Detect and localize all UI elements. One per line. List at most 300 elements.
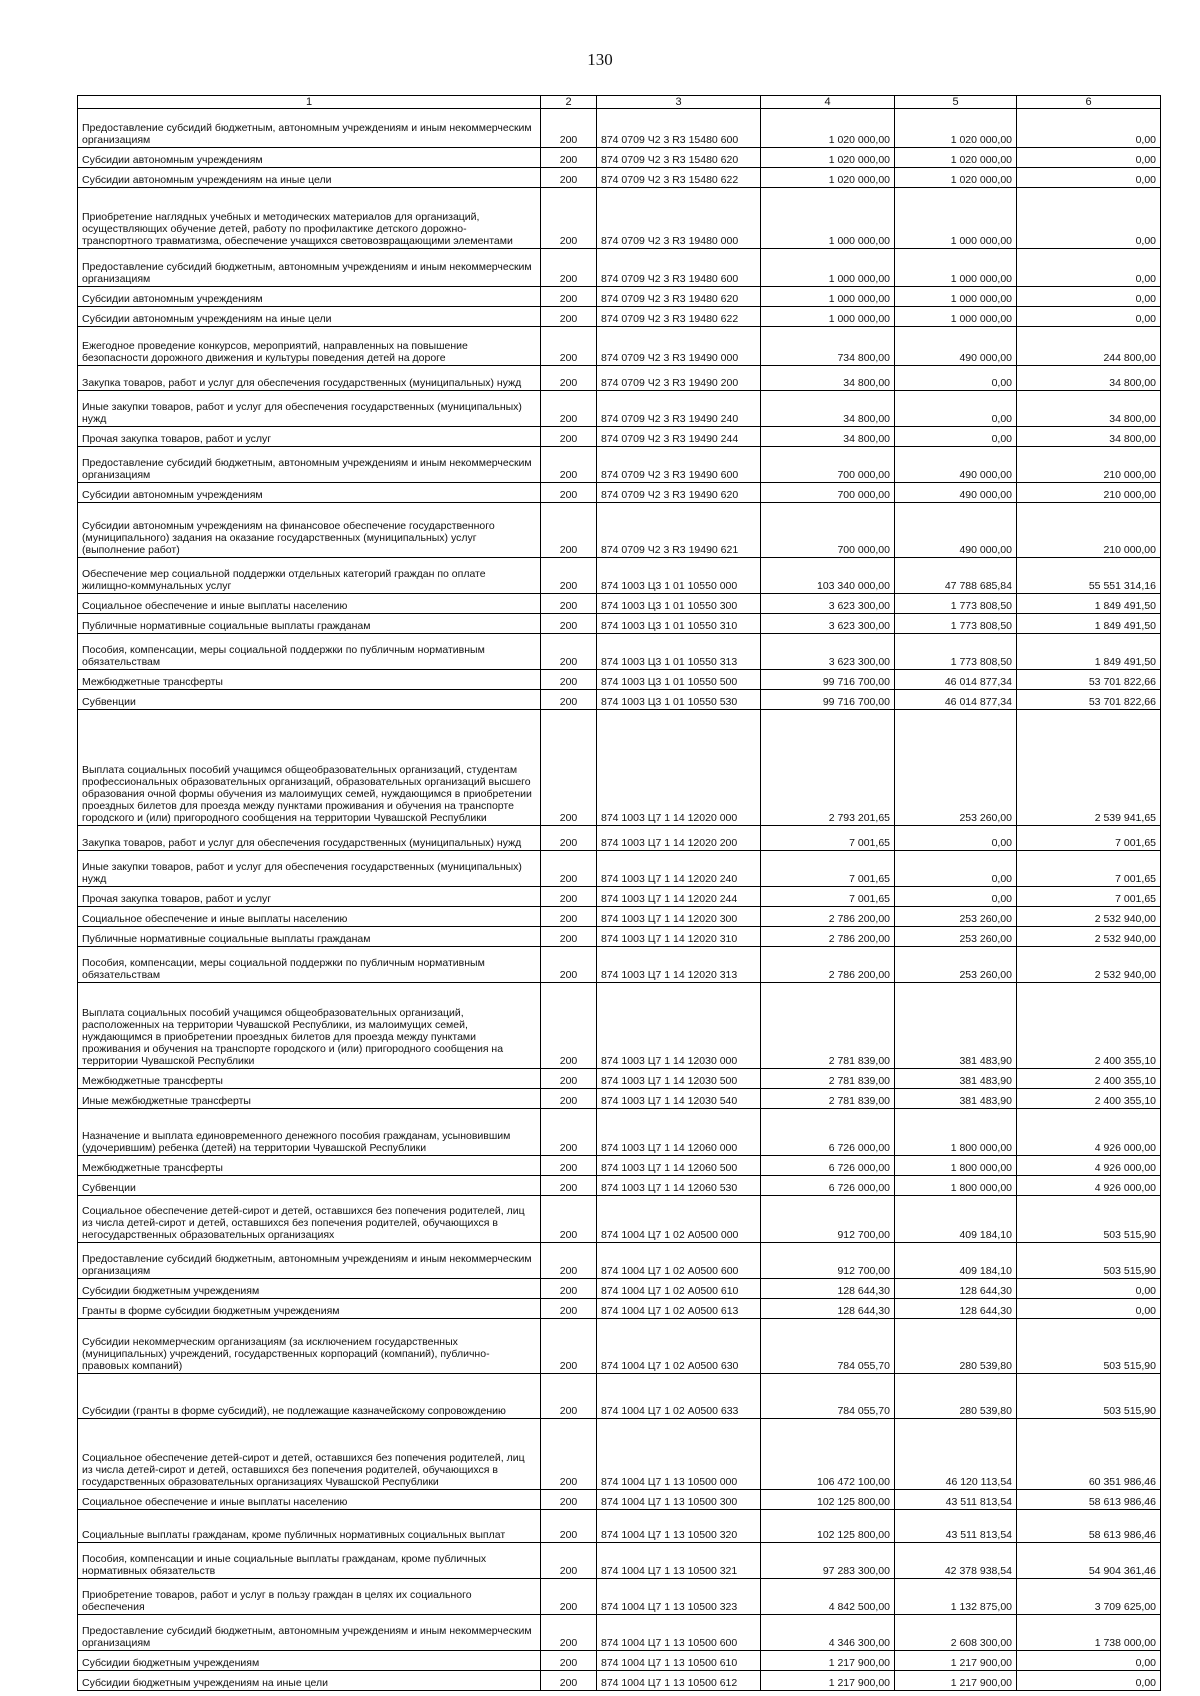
row-plan-amount: 34 800,00 — [761, 391, 895, 427]
row-executed-amount: 0,00 — [895, 826, 1017, 851]
row-classifier: 874 1004 Ц7 1 13 10500 320 — [597, 1510, 761, 1543]
row-remainder-amount: 4 926 000,00 — [1017, 1176, 1161, 1196]
row-executed-amount: 1 800 000,00 — [895, 1176, 1017, 1196]
row-code: 200 — [541, 634, 597, 670]
row-plan-amount: 2 781 839,00 — [761, 1089, 895, 1109]
row-executed-amount: 1 000 000,00 — [895, 249, 1017, 287]
row-executed-amount: 381 483,90 — [895, 1069, 1017, 1089]
row-executed-amount: 253 260,00 — [895, 927, 1017, 947]
row-name: Предоставление субсидий бюджетным, автономным учреждениям и иным некоммерческим организациям — [78, 1615, 541, 1651]
row-plan-amount: 6 726 000,00 — [761, 1176, 895, 1196]
row-code: 200 — [541, 594, 597, 614]
budget-execution-table — [77, 95, 1161, 1691]
table-row — [78, 1374, 1161, 1419]
row-code: 200 — [541, 188, 597, 249]
row-classifier: 874 1003 Ц7 1 14 12020 000 — [597, 710, 761, 826]
row-code: 200 — [541, 1109, 597, 1156]
table-row — [78, 1279, 1161, 1299]
row-plan-amount: 106 472 100,00 — [761, 1419, 895, 1490]
row-executed-amount: 42 378 938,54 — [895, 1543, 1017, 1579]
row-classifier: 874 0709 Ч2 3 R3 19490 620 — [597, 483, 761, 503]
row-classifier: 874 1004 Ц7 1 13 10500 300 — [597, 1490, 761, 1510]
table-row — [78, 188, 1161, 249]
row-name: Иные закупки товаров, работ и услуг для обеспечения государственных (муниципальных) нужд — [78, 391, 541, 427]
row-code: 200 — [541, 1671, 597, 1691]
row-code: 200 — [541, 1156, 597, 1176]
row-executed-amount: 280 539,80 — [895, 1374, 1017, 1419]
row-classifier: 874 1003 Ц7 1 14 12060 500 — [597, 1156, 761, 1176]
table-row — [78, 1196, 1161, 1243]
row-classifier: 874 1003 Ц7 1 14 12030 540 — [597, 1089, 761, 1109]
row-code: 200 — [541, 927, 597, 947]
row-executed-amount: 2 608 300,00 — [895, 1615, 1017, 1651]
row-executed-amount: 1 020 000,00 — [895, 148, 1017, 168]
row-remainder-amount: 0,00 — [1017, 307, 1161, 327]
table-row — [78, 1299, 1161, 1319]
row-executed-amount: 490 000,00 — [895, 503, 1017, 558]
row-executed-amount: 490 000,00 — [895, 327, 1017, 366]
row-executed-amount: 1 800 000,00 — [895, 1156, 1017, 1176]
row-remainder-amount: 1 849 491,50 — [1017, 614, 1161, 634]
row-name: Выплата социальных пособий учащимся общеобразовательных организаций, расположенных на территории Чувашской Республики, из малоимущих семей, нуждающимся в приобретении проездных билетов для проезда между пунктами проживания и обучения на транспорте городского и (или) пригородного сообщения на территории Чувашской Республики — [78, 983, 541, 1069]
row-remainder-amount: 2 532 940,00 — [1017, 947, 1161, 983]
row-name: Субсидии бюджетным учреждениям — [78, 1651, 541, 1671]
row-remainder-amount: 2 539 941,65 — [1017, 710, 1161, 826]
table-row — [78, 109, 1161, 148]
row-remainder-amount: 210 000,00 — [1017, 483, 1161, 503]
row-name: Субсидии автономным учреждениям — [78, 148, 541, 168]
row-name: Социальное обеспечение и иные выплаты населению — [78, 594, 541, 614]
table-row — [78, 1069, 1161, 1089]
row-name: Приобретение товаров, работ и услуг в пользу граждан в целях их социального обеспечения — [78, 1579, 541, 1615]
row-plan-amount: 128 644,30 — [761, 1279, 895, 1299]
row-plan-amount: 3 623 300,00 — [761, 594, 895, 614]
row-classifier: 874 0709 Ч2 3 R3 19480 600 — [597, 249, 761, 287]
table-row — [78, 1651, 1161, 1671]
row-code: 200 — [541, 1089, 597, 1109]
row-remainder-amount: 0,00 — [1017, 1671, 1161, 1691]
row-code: 200 — [541, 558, 597, 594]
row-name: Субсидии некоммерческим организациям (за исключением государственных (муниципальных) учреждений, государственных корпораций (компаний), публично-правовых компаний) — [78, 1319, 541, 1374]
row-classifier: 874 0709 Ч2 3 R3 19480 622 — [597, 307, 761, 327]
row-name: Прочая закупка товаров, работ и услуг — [78, 427, 541, 447]
row-executed-amount: 1 000 000,00 — [895, 287, 1017, 307]
row-name: Субвенции — [78, 1176, 541, 1196]
row-plan-amount: 1 217 900,00 — [761, 1651, 895, 1671]
table-row — [78, 391, 1161, 427]
row-code: 200 — [541, 1374, 597, 1419]
row-plan-amount: 1 020 000,00 — [761, 148, 895, 168]
table-row — [78, 1543, 1161, 1579]
row-executed-amount: 280 539,80 — [895, 1319, 1017, 1374]
row-executed-amount: 1 773 808,50 — [895, 634, 1017, 670]
table-row — [78, 1319, 1161, 1374]
row-classifier: 874 0709 Ч2 3 R3 19490 000 — [597, 327, 761, 366]
row-plan-amount: 99 716 700,00 — [761, 690, 895, 710]
row-code: 200 — [541, 1651, 597, 1671]
table-row — [78, 483, 1161, 503]
row-executed-amount: 43 511 813,54 — [895, 1510, 1017, 1543]
table-row — [78, 287, 1161, 307]
row-name: Межбюджетные трансферты — [78, 1156, 541, 1176]
row-remainder-amount: 60 351 986,46 — [1017, 1419, 1161, 1490]
table-row — [78, 366, 1161, 391]
row-classifier: 874 1003 Ц7 1 14 12030 000 — [597, 983, 761, 1069]
row-executed-amount: 1 020 000,00 — [895, 168, 1017, 188]
table-row — [78, 690, 1161, 710]
row-remainder-amount: 2 532 940,00 — [1017, 927, 1161, 947]
row-executed-amount: 1 000 000,00 — [895, 188, 1017, 249]
row-name: Обеспечение мер социальной поддержки отдельных категорий граждан по оплате жилищно-коммунальных услуг — [78, 558, 541, 594]
row-plan-amount: 6 726 000,00 — [761, 1156, 895, 1176]
row-code: 200 — [541, 1069, 597, 1089]
row-plan-amount: 2 781 839,00 — [761, 983, 895, 1069]
row-plan-amount: 7 001,65 — [761, 851, 895, 887]
table-row — [78, 1510, 1161, 1543]
row-plan-amount: 103 340 000,00 — [761, 558, 895, 594]
table-row — [78, 710, 1161, 826]
row-code: 200 — [541, 851, 597, 887]
row-code: 200 — [541, 710, 597, 826]
row-remainder-amount: 0,00 — [1017, 168, 1161, 188]
row-name: Публичные нормативные социальные выплаты гражданам — [78, 927, 541, 947]
row-classifier: 874 1003 Ц3 1 01 10550 300 — [597, 594, 761, 614]
row-classifier: 874 1003 Ц7 1 14 12020 244 — [597, 887, 761, 907]
row-executed-amount: 253 260,00 — [895, 947, 1017, 983]
row-classifier: 874 1004 Ц7 1 13 10500 321 — [597, 1543, 761, 1579]
row-classifier: 874 1004 Ц7 1 02 А0500 633 — [597, 1374, 761, 1419]
row-classifier: 874 1004 Ц7 1 13 10500 610 — [597, 1651, 761, 1671]
table-row — [78, 887, 1161, 907]
row-plan-amount: 1 020 000,00 — [761, 168, 895, 188]
row-classifier: 874 1004 Ц7 1 13 10500 323 — [597, 1579, 761, 1615]
row-plan-amount: 2 793 201,65 — [761, 710, 895, 826]
row-code: 200 — [541, 690, 597, 710]
column-number-6: 6 — [1017, 96, 1161, 109]
row-classifier: 874 1003 Ц7 1 14 12020 200 — [597, 826, 761, 851]
row-classifier: 874 1003 Ц7 1 14 12020 313 — [597, 947, 761, 983]
row-name: Субсидии бюджетным учреждениям на иные цели — [78, 1671, 541, 1691]
row-executed-amount: 46 014 877,34 — [895, 670, 1017, 690]
column-number-5: 5 — [895, 96, 1017, 109]
row-plan-amount: 700 000,00 — [761, 483, 895, 503]
row-remainder-amount: 0,00 — [1017, 1299, 1161, 1319]
row-executed-amount: 0,00 — [895, 887, 1017, 907]
row-code: 200 — [541, 1490, 597, 1510]
column-number-2: 2 — [541, 96, 597, 109]
row-name: Пособия, компенсации, меры социальной поддержки по публичным нормативным обязательствам — [78, 634, 541, 670]
row-remainder-amount: 0,00 — [1017, 1279, 1161, 1299]
table-row — [78, 851, 1161, 887]
row-name: Субсидии автономным учреждениям — [78, 287, 541, 307]
row-code: 200 — [541, 307, 597, 327]
table-row — [78, 148, 1161, 168]
row-executed-amount: 1 020 000,00 — [895, 109, 1017, 148]
row-plan-amount: 1 000 000,00 — [761, 287, 895, 307]
row-remainder-amount: 58 613 986,46 — [1017, 1490, 1161, 1510]
row-code: 200 — [541, 947, 597, 983]
row-classifier: 874 1004 Ц7 1 13 10500 600 — [597, 1615, 761, 1651]
row-classifier: 874 1004 Ц7 1 02 А0500 600 — [597, 1243, 761, 1279]
table-row — [78, 427, 1161, 447]
row-plan-amount: 2 781 839,00 — [761, 1069, 895, 1089]
table-row — [78, 1671, 1161, 1691]
table-row — [78, 1109, 1161, 1156]
row-remainder-amount: 2 400 355,10 — [1017, 1069, 1161, 1089]
row-code: 200 — [541, 983, 597, 1069]
table-row — [78, 907, 1161, 927]
row-remainder-amount: 4 926 000,00 — [1017, 1109, 1161, 1156]
column-number-4: 4 — [761, 96, 895, 109]
row-code: 200 — [541, 1543, 597, 1579]
row-executed-amount: 381 483,90 — [895, 983, 1017, 1069]
row-remainder-amount: 0,00 — [1017, 109, 1161, 148]
row-name: Субсидии автономным учреждениям на иные цели — [78, 168, 541, 188]
table-row — [78, 1243, 1161, 1279]
row-classifier: 874 0709 Ч2 3 R3 19490 240 — [597, 391, 761, 427]
table-row — [78, 947, 1161, 983]
row-remainder-amount: 1 849 491,50 — [1017, 634, 1161, 670]
row-remainder-amount: 0,00 — [1017, 148, 1161, 168]
table-row — [78, 327, 1161, 366]
row-classifier: 874 1004 Ц7 1 02 А0500 613 — [597, 1299, 761, 1319]
row-name: Пособия, компенсации и иные социальные выплаты гражданам, кроме публичных нормативных обязательств — [78, 1543, 541, 1579]
table-row — [78, 927, 1161, 947]
row-plan-amount: 128 644,30 — [761, 1299, 895, 1319]
table-row — [78, 826, 1161, 851]
row-classifier: 874 0709 Ч2 3 R3 19490 621 — [597, 503, 761, 558]
row-classifier: 874 0709 Ч2 3 R3 19490 200 — [597, 366, 761, 391]
column-number-3: 3 — [597, 96, 761, 109]
row-code: 200 — [541, 168, 597, 188]
row-classifier: 874 1003 Ц7 1 14 12020 310 — [597, 927, 761, 947]
table-row — [78, 1615, 1161, 1651]
table-row — [78, 670, 1161, 690]
row-plan-amount: 1 217 900,00 — [761, 1671, 895, 1691]
row-remainder-amount: 210 000,00 — [1017, 447, 1161, 483]
row-classifier: 874 0709 Ч2 3 R3 15480 620 — [597, 148, 761, 168]
row-name: Межбюджетные трансферты — [78, 1069, 541, 1089]
row-plan-amount: 34 800,00 — [761, 427, 895, 447]
row-code: 200 — [541, 1510, 597, 1543]
row-plan-amount: 2 786 200,00 — [761, 907, 895, 927]
row-code: 200 — [541, 391, 597, 427]
row-plan-amount: 7 001,65 — [761, 887, 895, 907]
row-code: 200 — [541, 614, 597, 634]
row-name: Закупка товаров, работ и услуг для обеспечения государственных (муниципальных) нужд — [78, 366, 541, 391]
row-remainder-amount: 210 000,00 — [1017, 503, 1161, 558]
row-classifier: 874 1003 Ц3 1 01 10550 500 — [597, 670, 761, 690]
row-remainder-amount: 1 738 000,00 — [1017, 1615, 1161, 1651]
row-classifier: 874 1003 Ц7 1 14 12060 530 — [597, 1176, 761, 1196]
row-name: Межбюджетные трансферты — [78, 670, 541, 690]
row-remainder-amount: 0,00 — [1017, 249, 1161, 287]
row-classifier: 874 1003 Ц3 1 01 10550 313 — [597, 634, 761, 670]
row-remainder-amount: 0,00 — [1017, 287, 1161, 307]
row-executed-amount: 128 644,30 — [895, 1279, 1017, 1299]
row-remainder-amount: 0,00 — [1017, 188, 1161, 249]
row-name: Предоставление субсидий бюджетным, автономным учреждениям и иным некоммерческим организациям — [78, 109, 541, 148]
row-remainder-amount: 503 515,90 — [1017, 1374, 1161, 1419]
row-plan-amount: 1 000 000,00 — [761, 307, 895, 327]
row-remainder-amount: 503 515,90 — [1017, 1319, 1161, 1374]
table-row — [78, 447, 1161, 483]
row-code: 200 — [541, 670, 597, 690]
row-code: 200 — [541, 287, 597, 307]
row-name: Предоставление субсидий бюджетным, автономным учреждениям и иным некоммерческим организациям — [78, 249, 541, 287]
row-classifier: 874 1004 Ц7 1 13 10500 000 — [597, 1419, 761, 1490]
row-name: Социальные выплаты гражданам, кроме публичных нормативных социальных выплат — [78, 1510, 541, 1543]
row-code: 200 — [541, 1243, 597, 1279]
row-classifier: 874 0709 Ч2 3 R3 19490 244 — [597, 427, 761, 447]
row-name: Приобретение наглядных учебных и методических материалов для организаций, осуществляющих обучение детей, работу по профилактике детского дорожно-транспортного травматизма, обеспечение учащихся световозвращающими элементами — [78, 188, 541, 249]
table-row — [78, 1579, 1161, 1615]
row-classifier: 874 0709 Ч2 3 R3 15480 600 — [597, 109, 761, 148]
row-classifier: 874 1003 Ц7 1 14 12030 500 — [597, 1069, 761, 1089]
row-remainder-amount: 503 515,90 — [1017, 1196, 1161, 1243]
row-plan-amount: 3 623 300,00 — [761, 634, 895, 670]
row-plan-amount: 1 000 000,00 — [761, 188, 895, 249]
row-name: Прочая закупка товаров, работ и услуг — [78, 887, 541, 907]
row-code: 200 — [541, 1279, 597, 1299]
row-name: Ежегодное проведение конкурсов, мероприятий, направленных на повышение безопасности дорожного движения и культуры поведения детей на дороге — [78, 327, 541, 366]
row-name: Субсидии автономным учреждениям на финансовое обеспечение государственного (муниципального) задания на оказание государственных (муниципальных) услуг (выполнение работ) — [78, 503, 541, 558]
row-name: Пособия, компенсации, меры социальной поддержки по публичным нормативным обязательствам — [78, 947, 541, 983]
row-name: Иные межбюджетные трансферты — [78, 1089, 541, 1109]
row-remainder-amount: 2 532 940,00 — [1017, 907, 1161, 927]
row-plan-amount: 102 125 800,00 — [761, 1510, 895, 1543]
row-name: Гранты в форме субсидии бюджетным учреждениям — [78, 1299, 541, 1319]
row-code: 200 — [541, 826, 597, 851]
row-executed-amount: 409 184,10 — [895, 1243, 1017, 1279]
row-code: 200 — [541, 1319, 597, 1374]
row-executed-amount: 253 260,00 — [895, 907, 1017, 927]
row-classifier: 874 0709 Ч2 3 R3 19480 000 — [597, 188, 761, 249]
table-row — [78, 249, 1161, 287]
row-remainder-amount: 244 800,00 — [1017, 327, 1161, 366]
row-remainder-amount: 1 849 491,50 — [1017, 594, 1161, 614]
row-remainder-amount: 34 800,00 — [1017, 427, 1161, 447]
row-executed-amount: 0,00 — [895, 366, 1017, 391]
table-row — [78, 983, 1161, 1069]
column-number-1: 1 — [78, 96, 541, 109]
row-executed-amount: 1 773 808,50 — [895, 594, 1017, 614]
row-classifier: 874 1003 Ц3 1 01 10550 530 — [597, 690, 761, 710]
table-row — [78, 614, 1161, 634]
table-row — [78, 168, 1161, 188]
row-name: Публичные нормативные социальные выплаты гражданам — [78, 614, 541, 634]
row-executed-amount: 1 217 900,00 — [895, 1671, 1017, 1691]
row-plan-amount: 97 283 300,00 — [761, 1543, 895, 1579]
row-executed-amount: 43 511 813,54 — [895, 1490, 1017, 1510]
row-executed-amount: 0,00 — [895, 427, 1017, 447]
row-code: 200 — [541, 1615, 597, 1651]
row-executed-amount: 1 000 000,00 — [895, 307, 1017, 327]
row-plan-amount: 4 346 300,00 — [761, 1615, 895, 1651]
row-remainder-amount: 53 701 822,66 — [1017, 690, 1161, 710]
table-row — [78, 1089, 1161, 1109]
row-executed-amount: 490 000,00 — [895, 447, 1017, 483]
row-classifier: 874 0709 Ч2 3 R3 19490 600 — [597, 447, 761, 483]
row-code: 200 — [541, 327, 597, 366]
row-name: Социальное обеспечение детей-сирот и детей, оставшихся без попечения родителей, лиц из числа детей-сирот и детей, оставшихся без попечения родителей, обучающихся в негосударственных образовательных организациях — [78, 1196, 541, 1243]
row-code: 200 — [541, 503, 597, 558]
row-plan-amount: 2 786 200,00 — [761, 927, 895, 947]
row-remainder-amount: 2 400 355,10 — [1017, 1089, 1161, 1109]
row-executed-amount: 1 132 875,00 — [895, 1579, 1017, 1615]
row-code: 200 — [541, 1579, 597, 1615]
row-remainder-amount: 54 904 361,46 — [1017, 1543, 1161, 1579]
row-executed-amount: 1 217 900,00 — [895, 1651, 1017, 1671]
row-plan-amount: 4 842 500,00 — [761, 1579, 895, 1615]
row-remainder-amount: 53 701 822,66 — [1017, 670, 1161, 690]
row-code: 200 — [541, 887, 597, 907]
row-name: Субсидии автономным учреждениям на иные цели — [78, 307, 541, 327]
row-code: 200 — [541, 483, 597, 503]
row-executed-amount: 46 120 113,54 — [895, 1419, 1017, 1490]
row-executed-amount: 128 644,30 — [895, 1299, 1017, 1319]
row-classifier: 874 1003 Ц7 1 14 12020 300 — [597, 907, 761, 927]
row-executed-amount: 47 788 685,84 — [895, 558, 1017, 594]
row-plan-amount: 99 716 700,00 — [761, 670, 895, 690]
row-plan-amount: 7 001,65 — [761, 826, 895, 851]
row-executed-amount: 1 773 808,50 — [895, 614, 1017, 634]
row-code: 200 — [541, 907, 597, 927]
row-name: Социальное обеспечение и иные выплаты населению — [78, 1490, 541, 1510]
row-classifier: 874 1003 Ц7 1 14 12060 000 — [597, 1109, 761, 1156]
row-executed-amount: 46 014 877,34 — [895, 690, 1017, 710]
row-name: Закупка товаров, работ и услуг для обеспечения государственных (муниципальных) нужд — [78, 826, 541, 851]
row-plan-amount: 700 000,00 — [761, 503, 895, 558]
row-plan-amount: 1 020 000,00 — [761, 109, 895, 148]
table-row — [78, 307, 1161, 327]
row-remainder-amount: 58 613 986,46 — [1017, 1510, 1161, 1543]
row-plan-amount: 784 055,70 — [761, 1319, 895, 1374]
row-remainder-amount: 7 001,65 — [1017, 826, 1161, 851]
row-classifier: 874 1004 Ц7 1 02 А0500 610 — [597, 1279, 761, 1299]
row-name: Субсидии автономным учреждениям — [78, 483, 541, 503]
row-remainder-amount: 55 551 314,16 — [1017, 558, 1161, 594]
row-executed-amount: 381 483,90 — [895, 1089, 1017, 1109]
row-code: 200 — [541, 1196, 597, 1243]
row-code: 200 — [541, 109, 597, 148]
row-plan-amount: 102 125 800,00 — [761, 1490, 895, 1510]
row-plan-amount: 34 800,00 — [761, 366, 895, 391]
table-row — [78, 1490, 1161, 1510]
row-executed-amount: 1 800 000,00 — [895, 1109, 1017, 1156]
column-number-row — [78, 96, 1161, 109]
row-name: Субсидии бюджетным учреждениям — [78, 1279, 541, 1299]
row-remainder-amount: 3 709 625,00 — [1017, 1579, 1161, 1615]
row-executed-amount: 490 000,00 — [895, 483, 1017, 503]
table-row — [78, 634, 1161, 670]
row-name: Субвенции — [78, 690, 541, 710]
row-plan-amount: 784 055,70 — [761, 1374, 895, 1419]
row-plan-amount: 734 800,00 — [761, 327, 895, 366]
row-code: 200 — [541, 366, 597, 391]
row-code: 200 — [541, 447, 597, 483]
row-classifier: 874 1004 Ц7 1 02 А0500 630 — [597, 1319, 761, 1374]
row-remainder-amount: 2 400 355,10 — [1017, 983, 1161, 1069]
row-plan-amount: 3 623 300,00 — [761, 614, 895, 634]
row-plan-amount: 912 700,00 — [761, 1196, 895, 1243]
row-name: Иные закупки товаров, работ и услуг для обеспечения государственных (муниципальных) нужд — [78, 851, 541, 887]
row-remainder-amount: 0,00 — [1017, 1651, 1161, 1671]
row-remainder-amount: 34 800,00 — [1017, 366, 1161, 391]
row-remainder-amount: 34 800,00 — [1017, 391, 1161, 427]
row-remainder-amount: 7 001,65 — [1017, 851, 1161, 887]
row-code: 200 — [541, 148, 597, 168]
